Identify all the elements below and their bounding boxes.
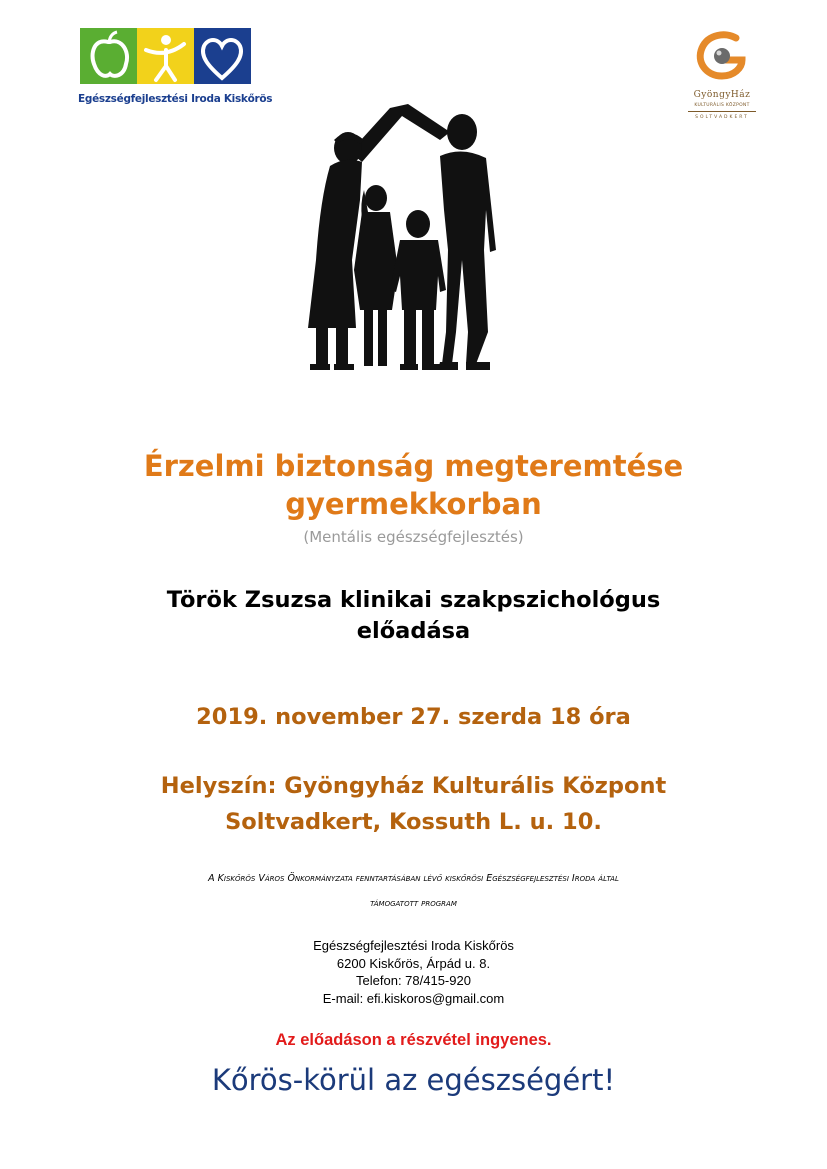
event-date: 2019. november 27. szerda 18 óra (196, 704, 631, 730)
gyongyhaz-town: SOLTVADKERT (695, 115, 749, 120)
contact-block (0, 937, 827, 1007)
family-house-silhouette (290, 100, 520, 375)
speaker-line2: előadása (356, 618, 471, 644)
gyongyhaz-divider (688, 111, 756, 112)
event-title-line2: gyermekkorban (285, 487, 542, 521)
support-line2: támogatott program (370, 898, 457, 909)
apple-person-heart-icon (80, 28, 252, 94)
efi-org-name: Egészségfejlesztési Iroda Kiskőrös (78, 93, 273, 105)
g-pearl-icon (682, 30, 762, 88)
gyongyhaz-subtitle: KULTURÁLIS KÖZPONT (694, 103, 750, 108)
event-title-line1: Érzelmi biztonság megteremtése (143, 449, 684, 483)
event-subtitle: (Mentális egészségfejlesztés) (303, 528, 524, 546)
support-note (0, 866, 827, 916)
support-line1: A Kiskőrös Város Önkormányzata fenntartásában lévő kiskőrösi Egészségfejlesztési Iroda által (208, 873, 619, 884)
free-entry-note: Az előadáson a részvétel ingyenes. (275, 1031, 552, 1049)
contact-phone: Telefon: 78/415-920 (356, 973, 471, 988)
contact-address: 6200 Kiskőrös, Árpád u. 8. (336, 955, 491, 971)
contact-org: Egészségfejlesztési Iroda Kiskőrös (313, 938, 514, 953)
speaker (0, 585, 827, 647)
contact-email: E-mail: efi.kiskoros@gmail.com (322, 990, 505, 1006)
venue-line2: Soltvadkert, Kossuth L. u. 10. (225, 809, 602, 835)
gyongyhaz-logo (682, 30, 762, 130)
event-venue (0, 768, 827, 840)
event-title (0, 447, 827, 523)
gyongyhaz-word: GyöngyHáz (693, 90, 751, 100)
speaker-line1: Török Zsuzsa klinikai szakpszichológus (166, 587, 661, 613)
slogan: Kőrös-körül az egészségért! (211, 1063, 616, 1097)
venue-line1: Helyszín: Gyöngyház Kulturális Központ (160, 773, 667, 799)
